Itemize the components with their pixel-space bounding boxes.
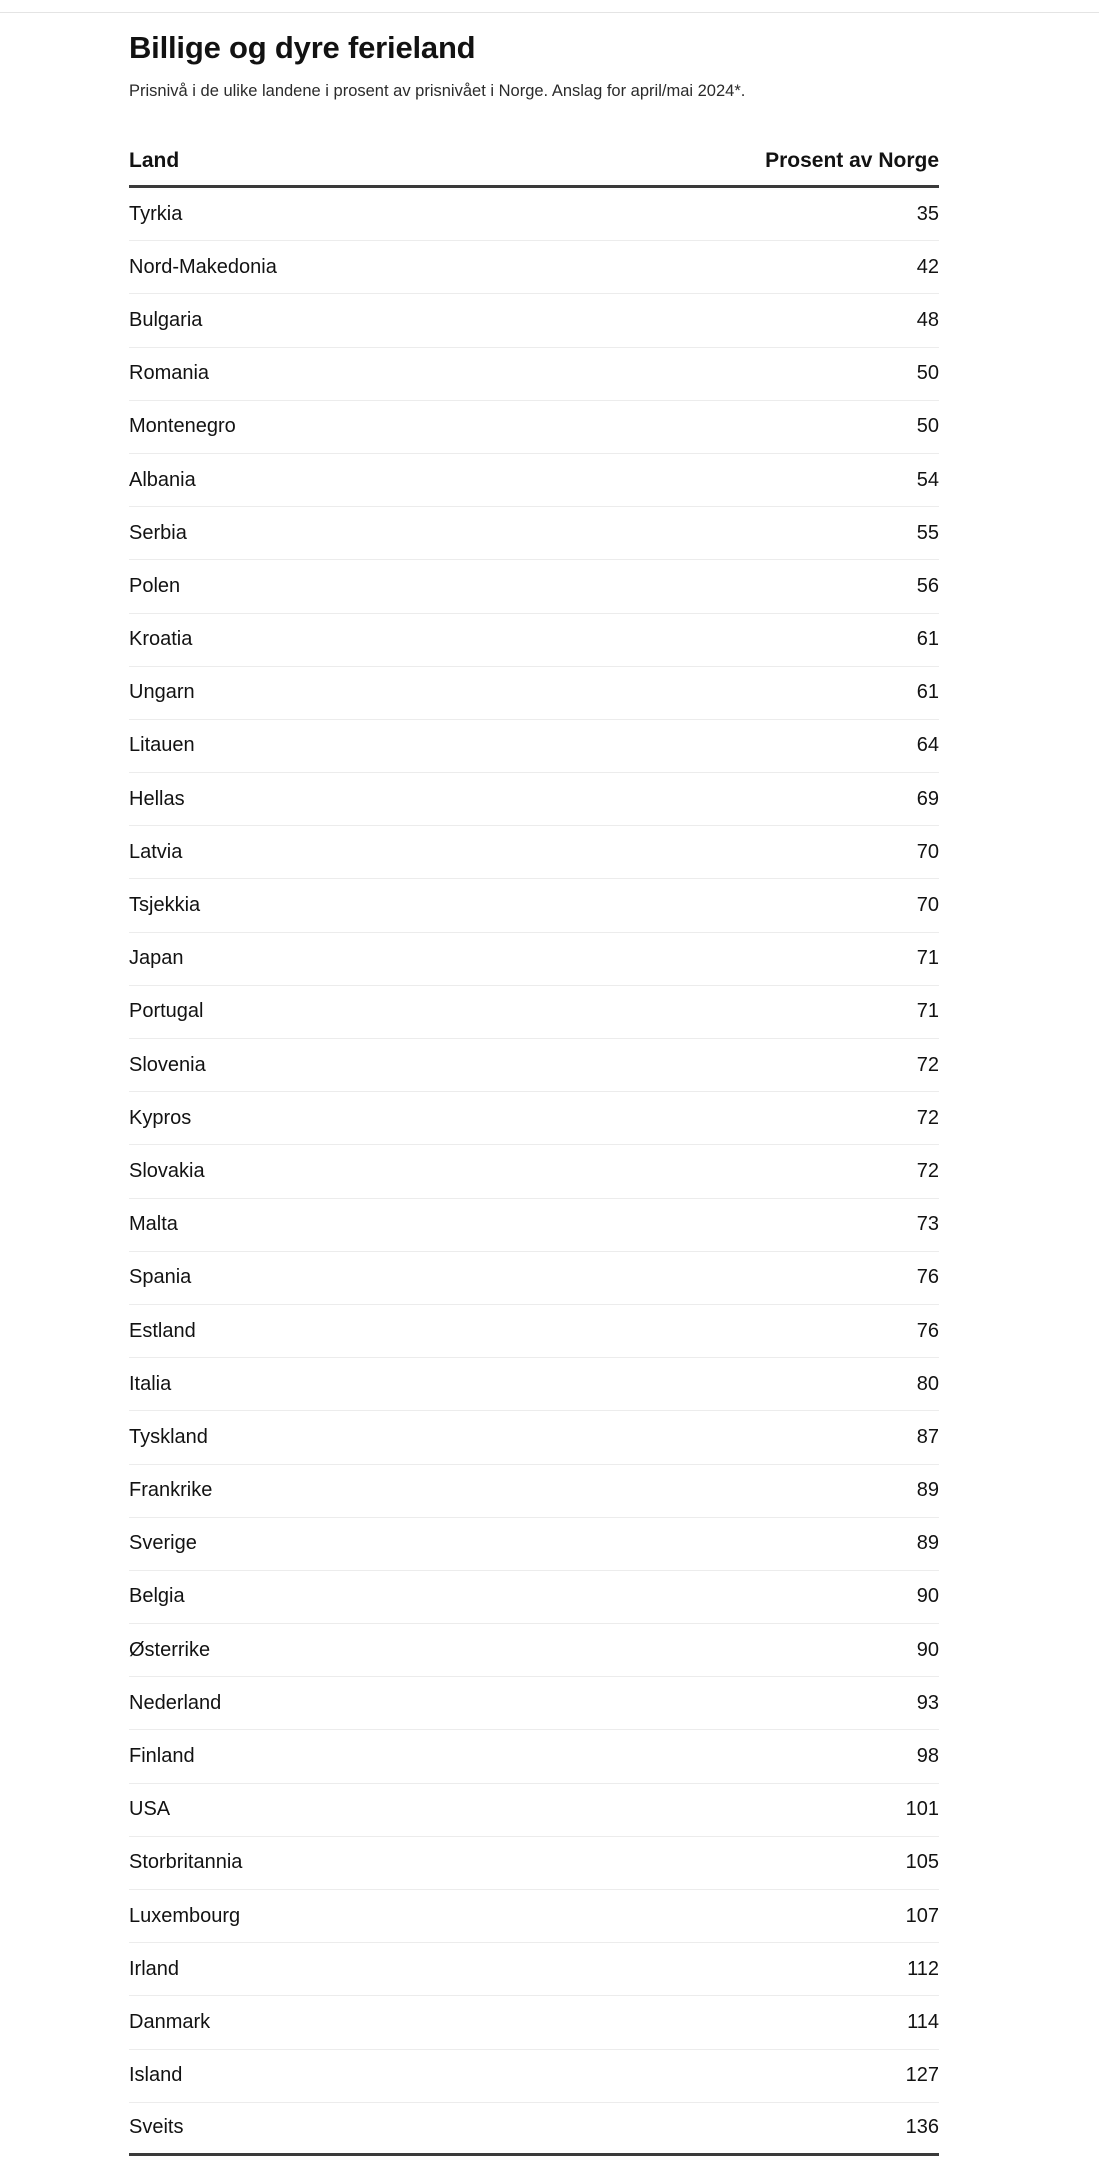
country-cell: Storbritannia [129,1851,243,1874]
table-row [129,933,939,986]
table-row [129,720,939,773]
country-cell: Malta [129,1213,178,1236]
table-row [129,1465,939,1518]
country-cell: Estland [129,1319,196,1342]
table-row [129,1518,939,1571]
table-row [129,1784,939,1837]
table-row [129,1092,939,1145]
country-cell: Luxembourg [129,1904,241,1927]
table-row [129,1624,939,1677]
percent-cell: 71 [916,947,939,970]
percent-cell: 105 [905,1851,939,1874]
percent-cell: 90 [916,1585,939,1608]
country-cell: Finland [129,1745,195,1768]
percent-cell: 61 [916,628,939,651]
country-cell: Island [129,2064,183,2087]
table-row [129,401,939,454]
column-header-land: Land [129,148,180,172]
page-title: Billige og dyre ferieland [129,30,476,65]
table-row [129,2103,939,2156]
table-row [129,1252,939,1305]
table-row [129,1996,939,2049]
percent-cell: 72 [916,1159,939,1182]
table-row [129,826,939,879]
country-cell: Montenegro [129,415,236,438]
percent-cell: 54 [916,468,939,491]
country-cell: Danmark [129,2010,211,2033]
page-subtitle: Prisnivå i de ulike landene i prosent av prisnivået i Norge. Anslag for april/mai 2024*. [129,82,746,100]
percent-cell: 93 [916,1691,939,1714]
country-cell: Tsjekkia [129,894,201,917]
percent-cell: 50 [916,415,939,438]
country-cell: Kypros [129,1106,192,1129]
percent-cell: 70 [916,894,939,917]
country-cell: Hellas [129,787,185,810]
percent-cell: 114 [907,2010,939,2033]
percent-cell: 76 [916,1266,939,1289]
percent-cell: 72 [916,1053,939,1076]
percent-cell: 112 [907,1957,939,1980]
country-cell: Spania [129,1266,192,1289]
percent-cell: 107 [905,1904,939,1927]
table-row [129,614,939,667]
table-row [129,1305,939,1358]
percent-cell: 64 [916,734,939,757]
table-row [129,667,939,720]
country-cell: Serbia [129,521,187,544]
table-row [129,1571,939,1624]
percent-cell: 90 [916,1638,939,1661]
country-cell: Kroatia [129,628,193,651]
percent-cell: 61 [916,681,939,704]
country-cell: Litauen [129,734,195,757]
price-table [129,136,939,2156]
table-row [129,454,939,507]
percent-cell: 89 [916,1479,939,1502]
table-row [129,1358,939,1411]
percent-cell: 89 [916,1532,939,1555]
country-cell: Bulgaria [129,308,203,331]
percent-cell: 136 [905,2116,939,2139]
country-cell: Tyskland [129,1425,208,1448]
table-row [129,1730,939,1783]
percent-cell: 50 [916,362,939,385]
country-cell: Slovenia [129,1053,206,1076]
percent-cell: 127 [905,2064,939,2087]
table-row [129,1199,939,1252]
percent-cell: 42 [916,255,939,278]
country-cell: Latvia [129,840,183,863]
country-cell: Irland [129,1957,180,1980]
percent-cell: 35 [916,202,939,225]
table-row [129,1890,939,1943]
country-cell: Italia [129,1372,172,1395]
table-row [129,188,939,241]
percent-cell: 48 [916,308,939,331]
table-body [129,188,939,2156]
country-cell: Sverige [129,1532,197,1555]
country-cell: Romania [129,362,210,385]
percent-cell: 101 [905,1798,939,1821]
country-cell: Portugal [129,1000,204,1023]
country-cell: Slovakia [129,1159,205,1182]
country-cell: Ungarn [129,681,195,704]
table-row [129,1837,939,1890]
table-row [129,773,939,826]
country-cell: Sveits [129,2116,184,2139]
top-divider [0,12,1099,13]
table-row [129,1943,939,1996]
country-cell: Østerrike [129,1638,211,1661]
country-cell: Frankrike [129,1479,213,1502]
table-row [129,879,939,932]
percent-cell: 98 [916,1745,939,1768]
percent-cell: 76 [916,1319,939,1342]
table-row [129,1039,939,1092]
table-row [129,1411,939,1464]
country-cell: USA [129,1798,171,1821]
percent-cell: 56 [916,574,939,597]
table-row [129,560,939,613]
country-cell: Polen [129,574,181,597]
percent-cell: 72 [916,1106,939,1129]
country-cell: Nederland [129,1691,222,1714]
column-header-percent: Prosent av Norge [765,148,939,172]
country-cell: Japan [129,947,184,970]
country-cell: Nord-Makedonia [129,255,277,278]
table-header [129,136,939,188]
percent-cell: 80 [916,1372,939,1395]
table-row [129,294,939,347]
country-cell: Tyrkia [129,202,183,225]
country-cell: Belgia [129,1585,185,1608]
table-row [129,1145,939,1198]
percent-cell: 87 [916,1425,939,1448]
table-row [129,241,939,294]
percent-cell: 69 [916,787,939,810]
percent-cell: 71 [916,1000,939,1023]
table-row [129,348,939,401]
table-row [129,1677,939,1730]
percent-cell: 70 [916,840,939,863]
table-row [129,2050,939,2103]
percent-cell: 73 [916,1213,939,1236]
table-row [129,986,939,1039]
table-row [129,507,939,560]
country-cell: Albania [129,468,196,491]
percent-cell: 55 [916,521,939,544]
